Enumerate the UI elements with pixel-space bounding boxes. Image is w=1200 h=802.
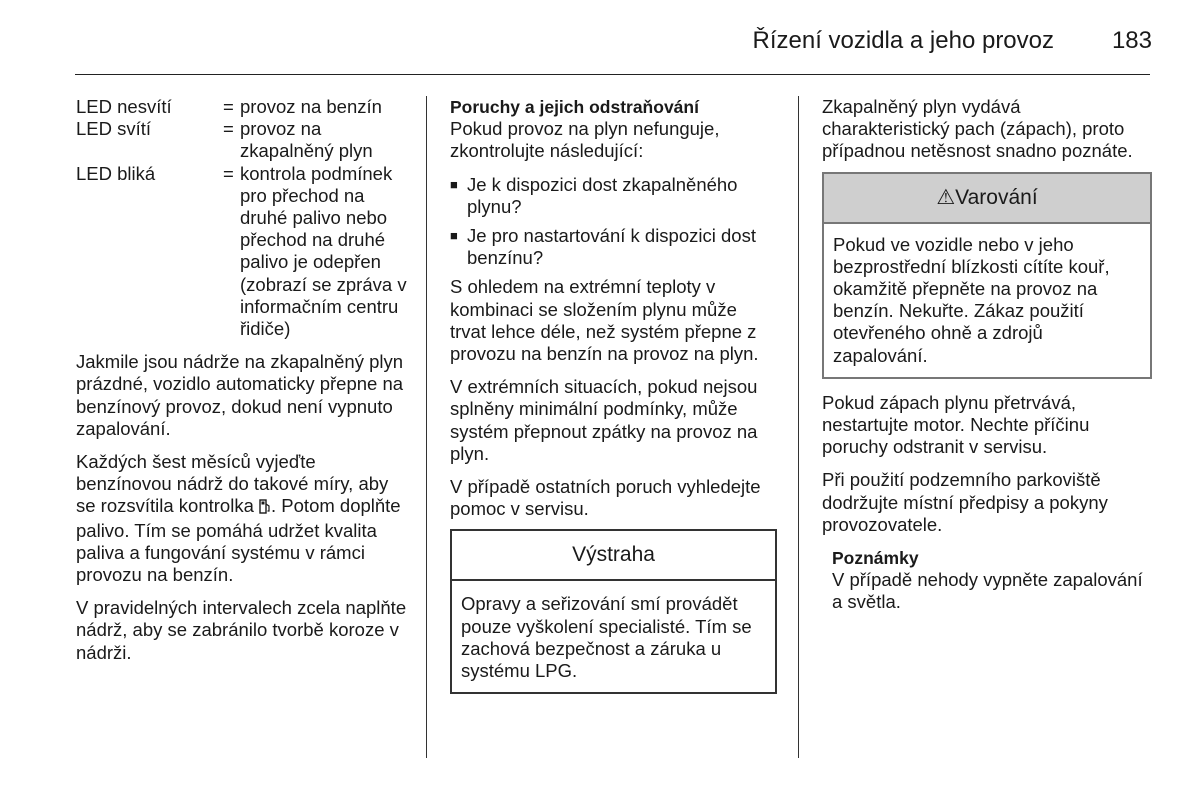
list-item [450,174,777,218]
paragraph: Pokud provoz na plyn nefunguje, zkontrolujte následující: [450,118,720,162]
list-item-text: Je pro nastartování k dispozici dost benzínu? [467,225,756,269]
paragraph-text: . Potom doplňte palivo. Tím se pomáhá udržet kvalita paliva a fungování systému v rámci provozu na benzín. [76,495,401,586]
bullet-square-icon: ■ [450,228,458,244]
led-row [76,163,412,341]
paragraph: Zkapalněný plyn vydává charakteristický pach (zápach), proto případnou netěsnost snadno poznáte. [822,96,1133,162]
column-3 [822,96,1152,614]
warning-box-title-text: Varování [955,185,1038,209]
list-item-text: Je k dispozici dost zkapalněného plynu? [467,173,738,217]
paragraph-text: Každých šest měsíců vyjeďte benzínovou nádrž do takové míry, aby se rozsvítila kontrolka [76,451,389,517]
led-state-label: LED bliká [76,162,156,184]
paragraph: Jakmile jsou nádrže na zkapalněný plyn prázdné, vozidlo automaticky přepne na benzínový provoz, dokud není vypnuto zapalování. [76,351,404,439]
header-divider [75,74,1150,75]
paragraph: V pravidelných intervalech zcela naplňte nádrž, aby se zabránilo tvorbě koroze v nádrži. [76,597,407,663]
caution-box-title: Výstraha [452,531,775,581]
led-state-value: kontrola podmínek pro přechod na druhé palivo nebo přechod na druhé palivo je odepřen (zobrazí se zpráva v informačním centru řidiče) [240,162,407,340]
list-item [450,225,777,269]
equals-sign: = [223,162,234,184]
paragraph: S ohledem na extrémní teploty v kombinaci se složením plynu může trvat lehce déle, než systém přepne z provozu na benzín na provoz na plyn. [450,276,759,365]
section-title: Řízení vozidla a jeho provoz [752,27,1054,54]
led-state-label: LED svítí [76,118,152,140]
led-state-label: LED nesvítí [76,96,172,117]
note-heading: Poznámky [832,548,919,569]
section-heading: Poruchy a jejich odstraňování [450,97,699,117]
warning-triangle-icon: ⚠ [936,185,956,209]
paragraph: V případě ostatních poruch vyhledejte pomoc v servisu. [450,476,761,520]
paragraph [76,451,412,586]
paragraph: Při použití podzemního parkoviště dodržujte místní předpisy a pokyny provozovatele. [822,469,1108,535]
caution-box [450,529,777,694]
led-row [76,96,412,118]
fuel-pump-icon [259,497,271,519]
note-text: V případě nehody vypněte zapalování a světla. [832,569,1143,613]
page-number: 183 [1111,27,1152,54]
warning-box-text: Pokud ve vozidle nebo v jeho bezprostřední blízkosti cítíte kouř, okamžitě přepněte na provoz na benzín. Nekuřte. Zákaz použití otevřeného ohně a zdrojů zapalování. [833,233,1110,366]
warning-box [822,172,1152,379]
column-divider-1 [426,96,427,758]
paragraph: Pokud zápach plynu přetrvává, nestartujte motor. Nechte příčinu poruchy odstranit v servisu. [822,391,1090,458]
warning-box-title [824,174,1150,224]
column-divider-2 [798,96,799,758]
led-state-value: provoz na zkapalněný plyn [240,118,373,162]
equals-sign: = [223,96,234,117]
led-row [76,118,412,162]
caution-box-text: Opravy a seřizování smí provádět pouze vyškolení specialisté. Tím se zachová bezpečnost a záruka u systému LPG. [461,593,752,682]
column-1 [76,96,412,675]
note-block [822,547,1152,614]
column-2 [450,96,777,707]
led-state-value: provoz na benzín [240,96,382,117]
led-table [76,96,412,340]
paragraph: V extrémních situacích, pokud nejsou splněny minimální podmínky, může systém přepnout zpátky na provoz na plyn. [450,376,758,464]
equals-sign: = [223,118,234,140]
bullet-square-icon: ■ [450,176,458,192]
